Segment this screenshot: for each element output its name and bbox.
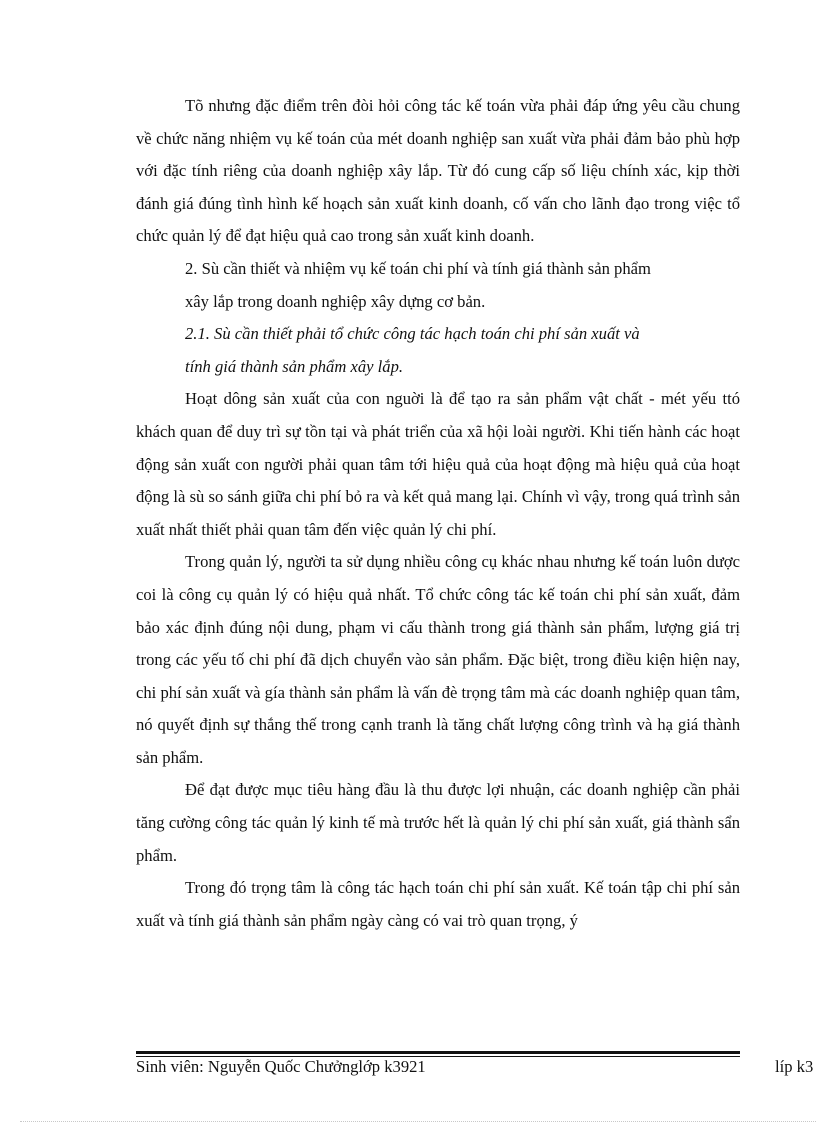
paragraph-focus: Trong đó trọng tâm là công tác hạch toán chi phí sản xuất. Kế toán tập chi phí sản xuất và tính giá thành sản phẩm ngày càng có vai trò quan trọng, ý [136,878,740,930]
section-heading-line-2: xây lắp trong doanh nghiệp xây dựng cơ bản. [185,291,486,311]
footer-student-info: Sinh viên: Nguyễn Quốc Chưởnglớp k3921 [136,1057,426,1076]
page-bottom-dotted-edge [20,1121,816,1122]
section-heading-line-1: 2. Sù cần thiết và nhiệm vụ kế toán chi phí và tính giá thành sản phẩm [185,258,651,278]
footer-divider-thick [136,1051,740,1054]
document-body [136,90,740,937]
paragraph-intro: Tõ nhưng đặc điểm trên đòi hỏi công tác kế toán vừa phải đáp ứng yêu cầu chung về chức năng nhiệm vụ kế toán của mét doanh nghiệp san xuất vừa phải đảm bảo phù hợp với đặc tính riêng của doanh nghiệp xây lắp. Từ đó cung cấp số liệu chính xác, kịp thời đánh giá đúng tình hình kế hoạch sản xuất kinh doanh, cố vấn cho lãnh đạo trong việc tổ chức quản lý để đạt hiệu quả cao trong sản xuất kinh doanh. [136,96,740,246]
subsection-heading-line-2: tính giá thành sản phẩm xây lắp. [185,356,404,376]
paragraph-management: Trong quản lý, người ta sử dụng nhiều công cụ khác nhau nhưng kế toán luôn dược coi là công cụ quản lý có hiệu quả nhất. Tổ chức công tác kế toán chi phí sản xuất, đảm bảo xác định đúng nội dung, phạm vi cấu thành trong giá thành sản phẩm, lượng giá trị trong các yếu tố chi phí đã dịch chuyển vào sản phẩm. Đặc biệt, trong điều kiện hiện nay, chi phí sản xuất và gía thành sản phẩm là vấn đè trọng tâm mà các doanh nghiệp quan tâm, nó quyết định sự thắng thế trong cạnh tranh là tăng chất lượng công trình và hạ giá thành sản phẩm. [136,552,740,767]
subsection-heading-line-1: 2.1. Sù cần thiết phải tổ chức công tác hạch toán chi phí sản xuất và [185,324,640,344]
paragraph-production: Hoạt dông sản xuất của con nguời là để tạo ra sản phẩm vật chất - mét yếu ttó khách quan để duy trì sự tồn tại và phát triển của xã hội loài người. Khi tiến hành các hoạt động sản xuất con người phải quan tâm tới hiệu quả của hoạt động mà hiệu quả của hoạt động là sù so sánh giữa chi phí bỏ ra và kết quả mang lại. Chính vì vậy, trong quá trình sản xuất nhất thiết phải quan tâm đến việc quản lý chi phí. [136,389,740,539]
paragraph-profit: Để đạt được mục tiêu hàng đầu là thu được lợi nhuận, các doanh nghiệp cần phải tăng cường công tác quản lý kinh tế mà trước hết là quản lý chi phí sản xuất, giá thành sẩn phẩm. [136,780,740,865]
footer-class-info: líp k3 [775,1057,814,1076]
